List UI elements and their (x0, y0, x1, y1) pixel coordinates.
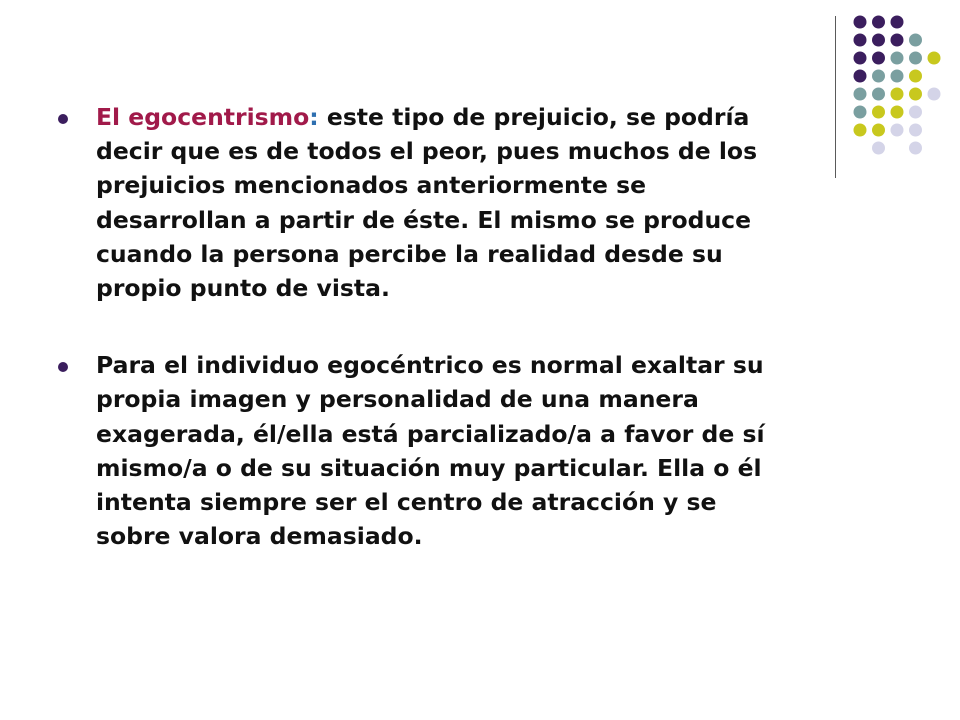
term-colon: : (309, 103, 319, 131)
decorative-dot (872, 106, 885, 119)
decorative-dot (891, 34, 904, 47)
decorative-dot (891, 70, 904, 83)
decorative-dot (909, 52, 922, 65)
decorative-dot (854, 124, 867, 137)
decorative-dot (909, 106, 922, 119)
vertical-divider-line (835, 16, 836, 178)
decorative-dot (872, 124, 885, 137)
term-egocentrismo: El egocentrismo (96, 103, 310, 131)
decorative-dot (854, 52, 867, 65)
decorative-dot (872, 16, 885, 29)
decorative-dot (854, 70, 867, 83)
bullet-text-2: Para el individuo egocéntrico es normal exaltar su propia imagen y personalidad de una manera exagerada, él/ella está parcializado/a a favor de sí mismo/a o de su situación muy particular. Ella o él intenta siempre ser el centro de atracción y se sobre valora demasiado. (96, 351, 765, 551)
decorative-dot (872, 142, 885, 155)
decorative-dot (872, 70, 885, 83)
decorative-dot (928, 88, 941, 101)
decorative-dot (909, 124, 922, 137)
decorative-dot (872, 52, 885, 65)
bullet-egocentrismo (58, 100, 768, 305)
decorative-dot (891, 88, 904, 101)
bullet-dot-icon (58, 362, 68, 372)
decorative-dot (891, 52, 904, 65)
decorative-dot (909, 34, 922, 47)
decorative-dot (854, 88, 867, 101)
decorative-dot (891, 124, 904, 137)
slide-body (58, 100, 768, 596)
decorative-dot (854, 16, 867, 29)
decorative-dot (909, 142, 922, 155)
bullet-text-1: este tipo de prejuicio, se podría decir que es de todos el peor, pues muchos de los prejuicios mencionados anteriormente se desarrollan a partir de éste. El mismo se produce cuando la persona percibe la realidad desde su propio punto de vista. (96, 103, 758, 303)
decorative-dot (891, 16, 904, 29)
decorative-dot (928, 52, 941, 65)
bullet-individuo-egocentrico (58, 348, 768, 553)
decorative-dot-grid (850, 14, 950, 159)
decorative-dot (872, 88, 885, 101)
decorative-dot (909, 70, 922, 83)
bullet-list (58, 100, 768, 553)
bullet-dot-icon (58, 114, 68, 124)
decorative-dot (854, 34, 867, 47)
decorative-dot (854, 106, 867, 119)
decorative-dot (891, 106, 904, 119)
decorative-dot (909, 88, 922, 101)
decorative-dot (872, 34, 885, 47)
